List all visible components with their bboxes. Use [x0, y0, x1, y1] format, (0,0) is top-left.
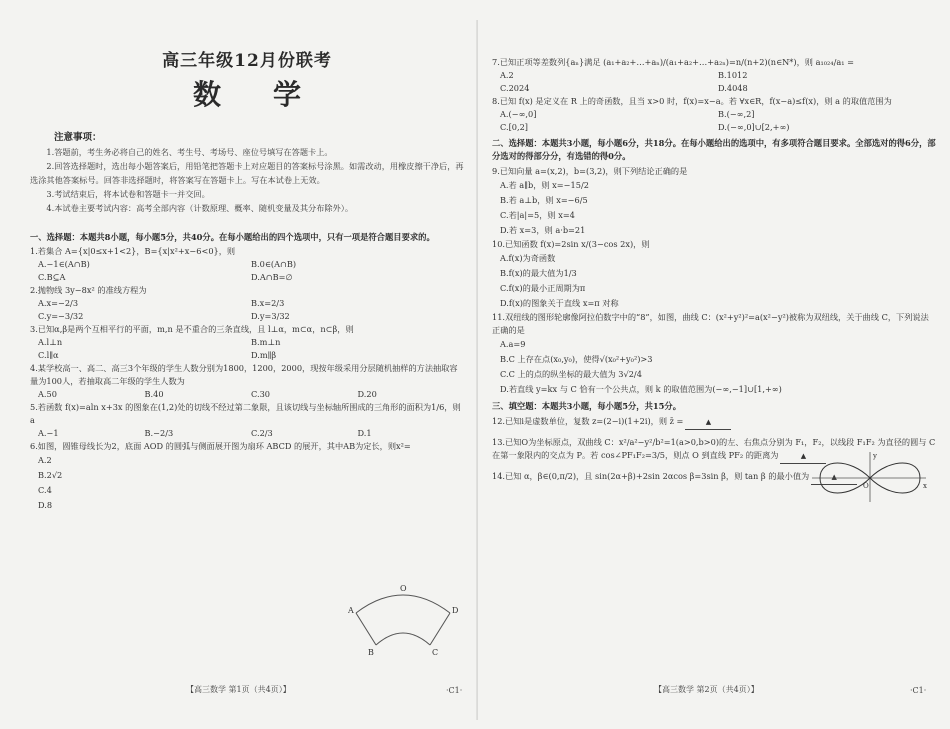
question-stem: 8.已知 f(x) 是定义在 R 上的奇函数，且当 x>0 时，f(x)=x−a。若 ∀x∈R，f(x−a)≤f(x)，则 a 的取值范围为: [492, 96, 892, 106]
option: B.1012: [718, 70, 748, 80]
option: C.2/3: [251, 428, 273, 438]
option: C.f(x)的最小正周期为π: [500, 283, 586, 293]
question-stem: 7.已知正项等差数列{aₙ}满足 (a₁+a₂+…+aₙ)/(a₁+a₂+…+a₂ₙ)=n/(n+2)(n∈N*)，则 a₁₀₂₄/a₁ =: [492, 57, 854, 67]
option: B.若 a⊥b，则 x=−6/5: [500, 195, 588, 205]
option: A.−1: [38, 428, 59, 438]
outer-arc: [356, 595, 450, 613]
question-list: [492, 56, 936, 134]
side-left: [356, 613, 376, 645]
option: A.2: [38, 455, 52, 465]
fill-question-stem: 12.已知i是虚数单位，复数 z=(2−i)(1+2i)，则 z̄ =: [492, 416, 684, 426]
option-group: [30, 336, 464, 362]
option: D.f(x)的图象关于直线 x=π 对称: [500, 298, 619, 308]
option: B.m⊥n: [251, 337, 281, 347]
notice-item: 3.考试结束后，将本试卷和答题卡一并交回。: [46, 189, 210, 199]
label-a: A: [348, 606, 354, 615]
option: A.f(x)为奇函数: [500, 253, 556, 263]
option: A.−1∈(A∩B): [38, 259, 90, 269]
page-footer: 【高三数学 第1页（共4页）】: [186, 685, 291, 694]
label-o: O: [400, 585, 407, 593]
question-stem: 5.若函数 f(x)=aln x+3x 的图象在(1,2)处的切线不经过第二象限，且该切线与坐标轴所围成的三角形的面积为1/6，则a: [30, 402, 461, 425]
fill-question-stem: 13.已知O为坐标原点，双曲线 C：x²/a²−y²/b²=1(a>0,b>0)的左、右焦点分别为 F₁，F₂，以线段 F₁F₂ 为直径的圆与 C 在第一象限内的交点为 P。若 cos∠PF₁F₂=3/5，则点 O 到直线 PF₂ 的距离为: [492, 437, 936, 460]
option-group: [30, 453, 464, 513]
cone-sector-figure: [348, 585, 458, 663]
question-stem: 11.双纽线的图形轮廓像阿拉伯数字中的“8”，如图，曲线 C：(x²+y²)²=a(x²−y²)被称为双纽线，关于曲线 C，下列说法正确的是: [492, 312, 929, 335]
option-group: [30, 427, 464, 440]
option: B.40: [144, 389, 164, 399]
question-stem: 9.已知向量 a=(x,2)，b=(3,2)，则下列结论正确的是: [492, 166, 688, 176]
paper-code: ·C1·: [446, 686, 463, 695]
notice-item: 1.答题前，考生务必将自己的姓名、考生号、考场号、座位号填写在答题卡上。: [46, 147, 333, 157]
label-b: B: [368, 648, 374, 657]
option: A.50: [38, 389, 57, 399]
option-group: [492, 108, 936, 134]
option: B.−2/3: [144, 428, 174, 438]
fill-question: [492, 415, 936, 430]
paper-code: ·C1·: [910, 686, 927, 695]
option: D.1: [357, 428, 372, 438]
side-right: [430, 613, 450, 645]
option: D.4048: [718, 83, 748, 93]
option: A.a=9: [500, 339, 526, 349]
option: B.(−∞,2]: [718, 109, 755, 119]
subject-title: 数学: [192, 78, 353, 111]
question-stem: 3.已知α,β是两个互相平行的平面，m,n 是不重合的三条直线，且 l⊥α，m⊂α，n⊂β，则: [30, 324, 354, 334]
triangle-mark-icon: ▲: [800, 452, 807, 460]
notice-item: 4.本试卷主要考试内容：高考全部内容（计数原理、概率、随机变量及其分布除外）。: [46, 203, 354, 213]
option: D.y=3/32: [251, 311, 290, 321]
axis-label-x: x: [923, 482, 927, 490]
exam-title: 高三年级12月份联考: [162, 51, 332, 71]
option: D.(−∞,0]∪[2,+∞): [718, 122, 790, 132]
option: C.2024: [500, 83, 530, 93]
triangle-mark-icon: ▲: [831, 473, 837, 481]
question-stem: 10.已知函数 f(x)=2sin x/(3−cos 2x)，则: [492, 239, 650, 249]
option: A.l⊥n: [38, 337, 63, 347]
notice-heading: 注意事项：: [54, 132, 102, 143]
option-group: [492, 337, 936, 397]
option: C.B⊆A: [38, 272, 66, 282]
option: A.x=−2/3: [38, 298, 79, 308]
option: C.若|a|=5，则 x=4: [500, 210, 575, 220]
option: D.若直线 y=kx 与 C 恰有一个公共点，则 k 的取值范围为(−∞,−1]∪[1,+∞): [500, 384, 782, 394]
axis-label-y: y: [873, 452, 877, 460]
option: D.20: [357, 389, 377, 399]
option: C.4: [38, 485, 52, 495]
section-heading-1: 一、选择题：本题共8小题，每小题5分，共40分。在每小题给出的四个选项中，只有一项是符合题目要求的。: [30, 232, 435, 242]
notice-item: 2.回答选择题时，选出每小题答案后，用铅笔把答题卡上对应题目的答案标号涂黑。如需改动，用橡皮擦干净后，再选涂其他答案标号。回答非选择题时，将答案写在答题卡上。写在本试卷上无效。: [30, 161, 464, 185]
answer-blank[interactable]: [685, 415, 731, 430]
question-list: [492, 165, 936, 397]
option: A.(−∞,0]: [500, 109, 537, 119]
option: C.30: [251, 389, 270, 399]
inner-arc: [376, 633, 430, 645]
fill-question-stem: 14.已知 α，β∈(0,π/2)，且 sin(2α+β)+2sin 2αcos β=3sin β，则 tan β 的最小值为: [492, 471, 810, 481]
option: C.C 上的点的纵坐标的最大值为 3√2/4: [500, 369, 642, 379]
option: C.y=−3/32: [38, 311, 84, 321]
right-page: [478, 0, 950, 729]
option-group: [492, 69, 936, 95]
option-group: [492, 178, 936, 238]
option: B.f(x)的最大值为1/3: [500, 268, 577, 278]
option: C.l∥α: [38, 350, 59, 360]
question-stem: 6.如图，圆锥母线长为2，底面 AOD 的圆弧与侧面展开图为扇环 ABCD 的展开，其中AB为定长，则x²=: [30, 441, 411, 451]
option: D.A∩B=∅: [251, 272, 293, 282]
question-stem: 2.抛物线 3y−8x² 的准线方程为: [30, 285, 147, 295]
origin-label: O: [863, 482, 869, 490]
option-group: [492, 251, 936, 311]
question-stem: 4.某学校高一、高二、高三3个年级的学生人数分别为1800，1200，2000，现按年级采用分层随机抽样的方法抽取容量为100人，若抽取高二年级的学生人数为: [30, 363, 458, 386]
section-heading-2: 二、选择题：本题共3小题，每小题6分，共18分。在每小题给出的选项中，有多项符合题目要求。全部选对的得6分，部分选对的得部分分，有选错的得0分。: [492, 138, 936, 161]
option: D.m∥β: [251, 350, 277, 360]
option: B.2√2: [38, 470, 63, 480]
option: A.2: [500, 70, 514, 80]
option-group: [30, 258, 464, 284]
option: B.0∈(A∩B): [251, 259, 297, 269]
label-d: D: [452, 606, 458, 615]
lemniscate-figure: [810, 450, 930, 506]
question-stem: 1.若集合 A={x|0≤x+1<2}，B={x|x²+x−6<0}，则: [30, 246, 236, 256]
question-list: [30, 245, 464, 513]
label-c: C: [432, 648, 439, 657]
option: A.若 a∥b，则 x=−15/2: [500, 180, 589, 190]
option-group: [30, 297, 464, 323]
option: B.C 上存在点(x₀,y₀)，使得√(x₀²+y₀²)>3: [500, 354, 653, 364]
option: D.8: [38, 500, 53, 510]
option: D.若 x=3，则 a·b=21: [500, 225, 586, 235]
page-footer: 【高三数学 第2页（共4页）】: [654, 685, 759, 694]
section-heading-3: 三、填空题：本题共3小题，每小题5分，共15分。: [492, 401, 682, 411]
option-group: [30, 388, 464, 401]
triangle-mark-icon: ▲: [705, 418, 712, 426]
option: C.[0,2]: [500, 122, 528, 132]
notice-list: [30, 145, 464, 215]
option: B.x=2/3: [251, 298, 285, 308]
